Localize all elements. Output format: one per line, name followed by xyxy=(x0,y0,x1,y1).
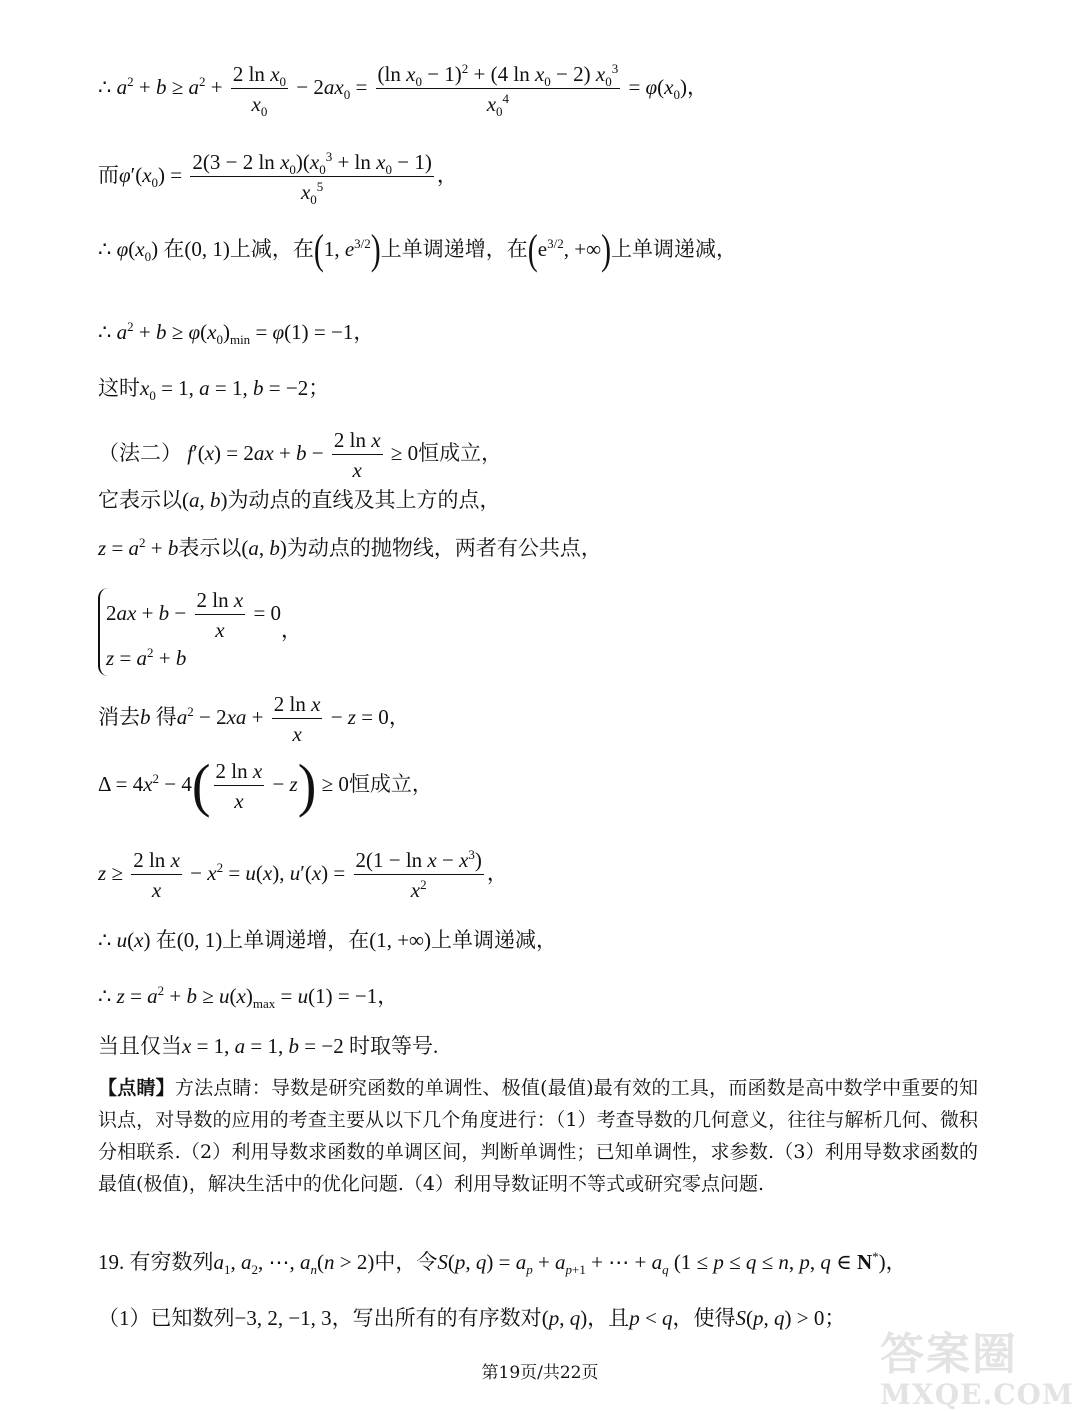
formula-line-11: $\Delta = 4x^2 - 4$( $\frac{\text{2 ln x}}{x}$ − z) ≥ 0恒成立， xyxy=(98,753,433,819)
part-1-b: ，写出所有的有序数对 xyxy=(331,1306,542,1330)
formula-line-4: ∴ $a^2 + b \ge \varphi(x_0)_{min} = \varphi(1) = -1$， xyxy=(98,319,375,348)
line-15-b: 时取等号. xyxy=(348,1034,439,1058)
line-8-a: 表示以 xyxy=(178,536,242,560)
line-14-end: ， xyxy=(377,984,399,1008)
line-6-end: 恒成立， xyxy=(418,440,503,465)
formula-line-6: （法二） f′(x) = 2ax + b − $\frac{\text{2 ln x}}{x}$ ≥ 0恒成立， xyxy=(98,428,503,483)
watermark-line-1: 答案圈 xyxy=(880,1329,1018,1380)
line-8-b: 为动点的抛物线，两者有公共点， xyxy=(286,536,602,560)
line-5-prefix: 这时 xyxy=(98,376,140,400)
line-10-end: ， xyxy=(388,704,410,729)
formula-line-8: $z = a^2 + b$表示以(a, b)为动点的抛物线，两者有公共点， xyxy=(98,535,602,560)
line-4-end: ， xyxy=(353,320,375,344)
comment-text: 方法点睛：导数是研究函数的单调性、极值(最值)最有效的工具，而函数是高中数学中重要的知识点，对导数的应用的考查主要从以下几个角度进行：（1）考查导数的几何意义，往往与解析几何、微积分相联系.（2）利用导数求函数的单调区间，判断单调性；已知单调性，求参数.（3）利用导数求函数的最值(极值)，解决生活中的优化问题.（4）利用导数证明不等式或研究零点问题. xyxy=(98,1077,978,1195)
comment-paragraph xyxy=(98,1072,978,1200)
line-11-end: 恒成立， xyxy=(348,771,433,796)
formula-line-5: 这时$x_0 = 1$, a = 1, b = −2； xyxy=(98,376,330,404)
watermark-logo xyxy=(880,1318,1074,1411)
line-10-b: 得 xyxy=(155,704,177,729)
formula-line-14: ∴ $z = a^2 + b \ge u(x)_{max} = u(1) = -1$， xyxy=(98,983,399,1012)
question-19-part-1: （1）已知数列−3, 2, −1, 3，写出所有的有序数对(p, q)，且p < q，使得S(p, q) > 0； xyxy=(98,1306,846,1330)
question-number: 19. xyxy=(98,1250,125,1274)
equation-system: 2ax + b − $\frac{\text{2 ln x}}{x}$ = 0 $z = a^2 + b$ ， xyxy=(98,588,302,676)
line-3-t3: 上单调递增，在 xyxy=(380,236,528,261)
method-two-label: （法二） xyxy=(98,440,182,465)
part-1-sequence: −3, 2, −1, 3 xyxy=(234,1306,332,1330)
formula-line-2: 而$\varphi'(x_0)$ = $\frac{2(3 - 2 \ln x_0)(x_0^3 + \ln x_0 - 1)}{x_0^5}$ ， xyxy=(98,149,458,208)
watermark-line-2: MXQE.COM xyxy=(880,1378,1074,1411)
line-13-a: 在 xyxy=(155,928,177,952)
line-10-a: 消去 xyxy=(98,704,140,729)
part-1-a: 已知数列 xyxy=(150,1306,235,1330)
line-3-t4: 上单调递减， xyxy=(611,236,738,261)
line-3-t2: 上减，在 xyxy=(229,236,314,261)
formula-line-10: 消去b 得$a^2 - 2xa$ + $\frac{\text{2 ln x}}{x}$ − z = 0， xyxy=(98,692,410,747)
line-2-prefix: 而 xyxy=(98,162,119,187)
page-footer: 第19页/共22页 xyxy=(481,1363,599,1383)
line-5-end: ； xyxy=(308,376,330,400)
formula-line-1: ∴ $a^2 + b \ge a^2$ + $\frac{2 \ln x_0}{x_0}$ − $2ax_0$ = $\frac{(\ln x_0 - 1)^2 + (4 \ln x_0 - 2) x_0^3}{x_0^4}$ = $\varphi(x_0)$， xyxy=(98,61,708,120)
line-7-a: 它表示以 xyxy=(98,488,182,512)
line-3-t1: 在 xyxy=(163,236,185,261)
question-mid: 中，令 xyxy=(374,1250,438,1274)
part-1-end: ； xyxy=(824,1306,846,1330)
formula-line-3: ∴ $\varphi(x_0)$ 在(0, 1)上减，在(1, $e^{3/2}$)上单调递增，在($e^{3/2}$, +∞)上单调递减， xyxy=(98,227,738,274)
formula-line-7: 它表示以(a, b)为动点的直线及其上方的点， xyxy=(98,488,501,512)
formula-line-13: ∴ u(x) 在(0, 1)上单调递增，在(1, +∞)上单调递减， xyxy=(98,928,558,952)
question-19: 19. 有穷数列$a_1$, $a_2$, ⋯, $a_n(n > 2)$中，令S(p, $q) = a_p + a_{p+1}$ + ⋯ + $a_q$ (1 ≤ p ≤ q ≤ n, p, q ∈ N*)， xyxy=(98,1249,907,1278)
line-12-end: ， xyxy=(486,860,508,885)
formula-line-12: z ≥ $\frac{\text{2 ln x}}{x}$ − $x^2 = u(x)$, u′(x) = $\frac{2(1 - \ln x - x^3)}{x^2}$ ， xyxy=(98,847,508,903)
line-2-end: ， xyxy=(436,162,458,187)
line-13-b: 上单调递增，在 xyxy=(222,928,370,952)
line-9-end: ， xyxy=(281,617,303,642)
part-1-d: ，使得 xyxy=(672,1306,736,1330)
question-intro: 有穷数列 xyxy=(129,1250,214,1274)
line-1-end: ， xyxy=(687,74,708,99)
line-13-c: 上单调递减， xyxy=(431,928,558,952)
line-15-a: 当且仅当 xyxy=(98,1034,182,1058)
formula-line-15: 当且仅当x = 1, a = 1, b = −2 时取等号. xyxy=(98,1034,439,1058)
part-1-c: ，且 xyxy=(587,1306,630,1330)
comment-tag: 【点睛】 xyxy=(98,1077,175,1099)
part-1-label: （1） xyxy=(98,1306,151,1330)
line-7-b: 为动点的直线及其上方的点， xyxy=(227,488,501,512)
question-end: ， xyxy=(885,1250,907,1274)
